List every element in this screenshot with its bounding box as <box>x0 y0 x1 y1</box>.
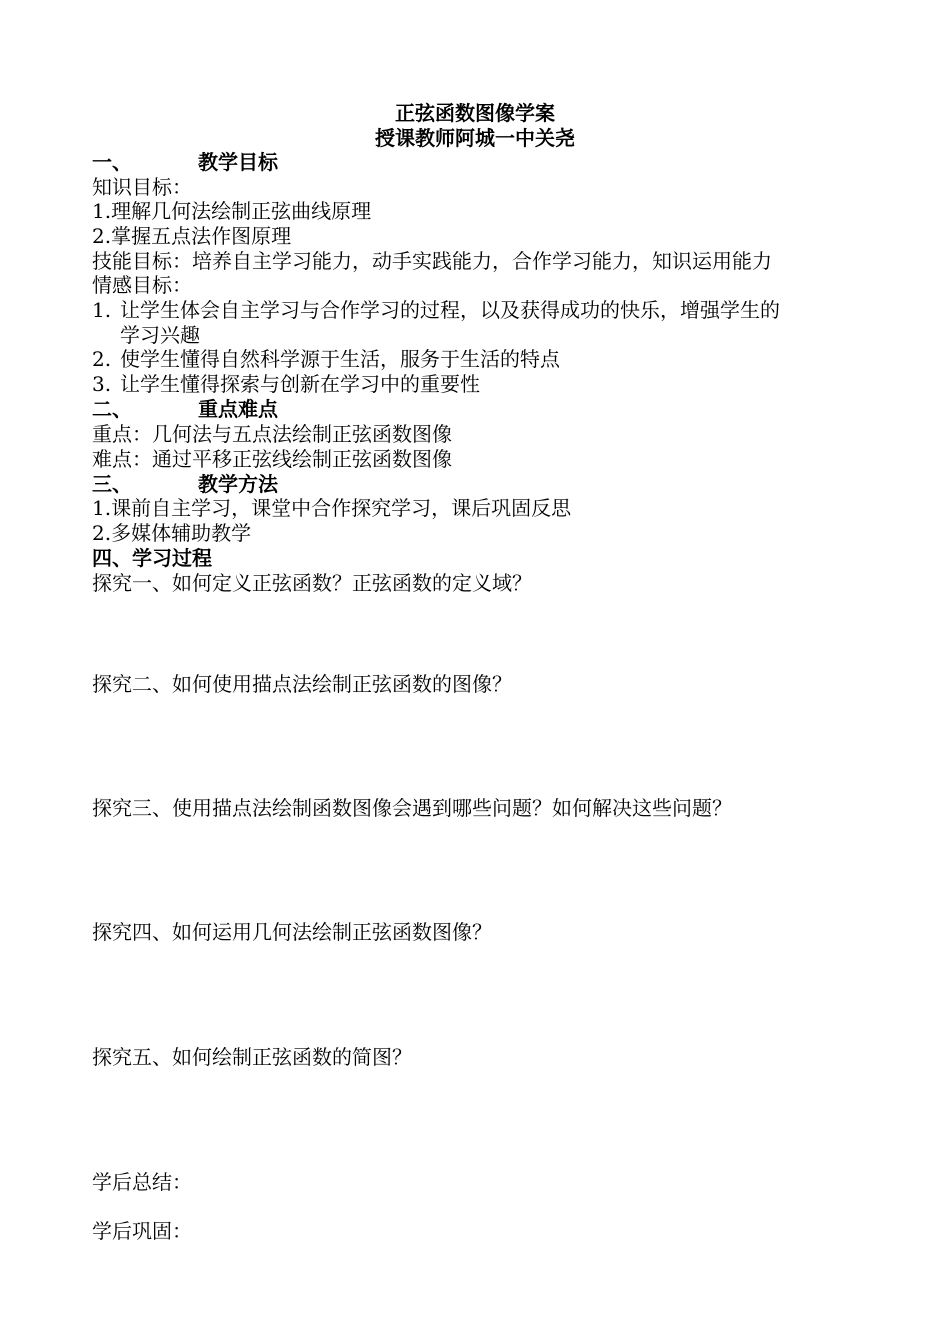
document-subtitle: 授课教师阿城一中关尧 <box>375 126 575 150</box>
list-text: 使学生懂得自然科学源于生活，服务于生活的特点 <box>120 347 560 371</box>
emotion-goal-1 <box>92 298 780 323</box>
section-heading-3 <box>92 472 278 497</box>
inquiry-5: 探究五、如何绘制正弦函数的简图？ <box>92 1045 412 1069</box>
inquiry-4: 探究四、如何运用几何法绘制正弦函数图像？ <box>92 920 492 944</box>
section-title: 教学目标 <box>198 150 278 174</box>
summary-label: 学后总结： <box>92 1170 192 1194</box>
section-title: 重点难点 <box>198 397 278 421</box>
section-number: 二、 <box>92 397 132 421</box>
document-title: 正弦函数图像学案 <box>395 101 555 125</box>
knowledge-goal-2: 2.掌握五点法作图原理 <box>92 224 292 248</box>
emotion-goal-3 <box>92 372 480 397</box>
difficult-point: 难点：通过平移正弦线绘制正弦函数图像 <box>92 447 452 471</box>
key-point: 重点：几何法与五点法绘制正弦函数图像 <box>92 422 452 446</box>
list-number: 1. <box>92 298 112 322</box>
consolidation-label: 学后巩固： <box>92 1219 192 1243</box>
method-2: 2.多媒体辅助教学 <box>92 521 252 545</box>
inquiry-3: 探究三、使用描点法绘制函数图像会遇到哪些问题？如何解决这些问题？ <box>92 796 732 820</box>
list-text: 让学生体会自主学习与合作学习的过程，以及获得成功的快乐，增强学生的 <box>120 298 780 322</box>
method-1: 1.课前自主学习，课堂中合作探究学习，课后巩固反思 <box>92 496 572 520</box>
list-number: 2. <box>92 347 112 371</box>
emotion-goal-2 <box>92 347 560 372</box>
inquiry-2: 探究二、如何使用描点法绘制正弦函数的图像？ <box>92 672 512 696</box>
section-title: 教学方法 <box>198 472 278 496</box>
section-heading-4: 四、学习过程 <box>92 546 212 570</box>
list-text: 让学生懂得探索与创新在学习中的重要性 <box>120 372 480 396</box>
emotion-goal-1-continued: 学习兴趣 <box>120 323 200 347</box>
section-number: 三、 <box>92 472 132 496</box>
emotion-goal-label: 情感目标： <box>92 273 192 297</box>
list-number: 3. <box>92 372 112 396</box>
section-heading-1 <box>92 150 278 175</box>
knowledge-goal-1: 1.理解几何法绘制正弦曲线原理 <box>92 199 372 223</box>
inquiry-1: 探究一、如何定义正弦函数？正弦函数的定义域？ <box>92 571 532 595</box>
section-heading-2 <box>92 397 278 422</box>
section-number: 一、 <box>92 150 132 174</box>
knowledge-goal-label: 知识目标： <box>92 175 192 199</box>
skill-goal: 技能目标：培养自主学习能力，动手实践能力，合作学习能力，知识运用能力 <box>92 249 772 273</box>
